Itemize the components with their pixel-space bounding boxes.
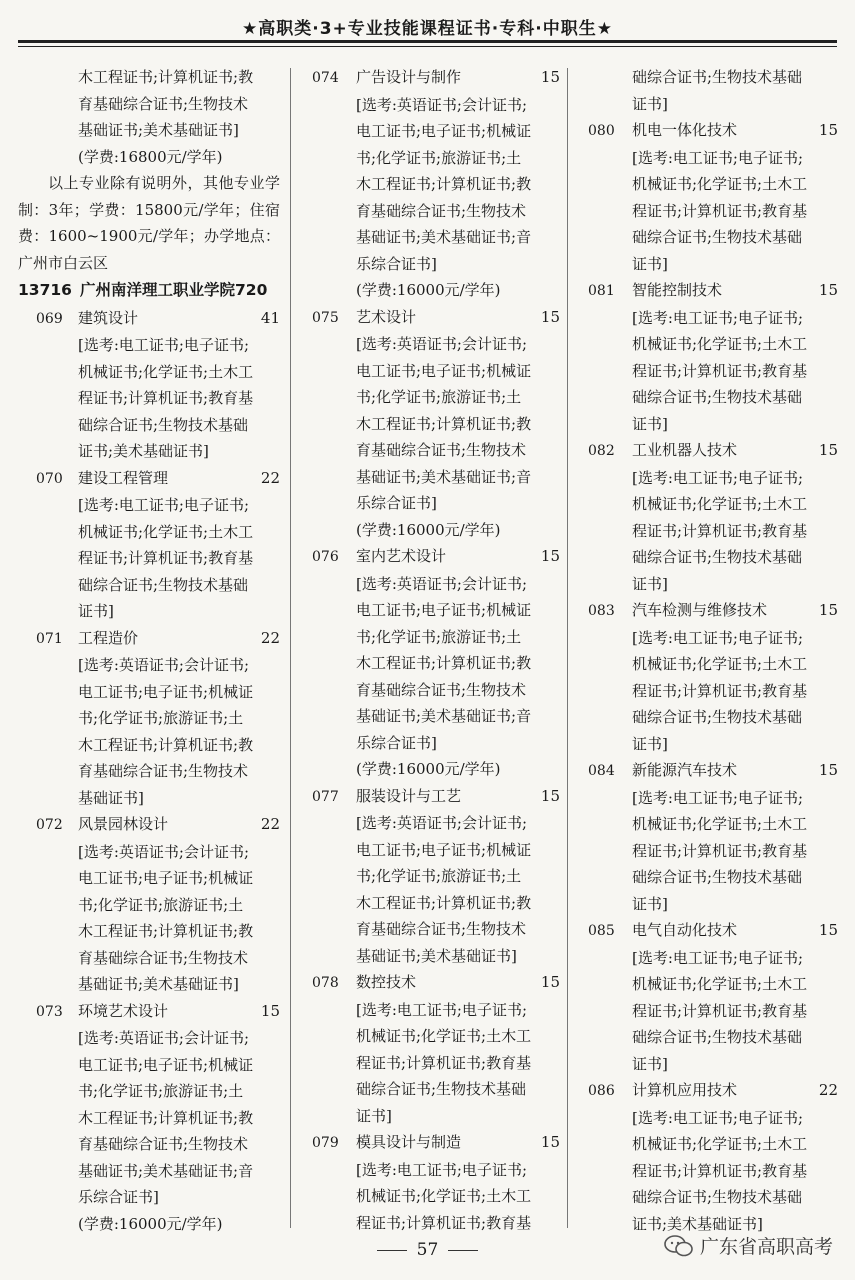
detail-line: 础综合证书;生物技术基础 xyxy=(356,1080,527,1098)
column-divider xyxy=(290,68,291,1228)
major-name: 建筑设计 xyxy=(78,308,139,327)
detail-line: 础综合证书;生物技术基础 xyxy=(632,868,803,886)
detail-line: 证书;美术基础证书] xyxy=(632,1214,763,1233)
detail-line: 基础证书;美术基础证书;音 xyxy=(356,707,532,725)
major-name: 风景园林设计 xyxy=(78,815,169,833)
enrollment-count: 15 xyxy=(540,973,560,991)
detail-line: 木工程证书;计算机证书;教 xyxy=(78,68,254,86)
detail-line: 电工证书;电子证书;机械证 xyxy=(356,601,532,619)
detail-line: 证书] xyxy=(356,1106,392,1125)
major-code: 084 xyxy=(588,763,615,779)
detail-line: 础综合证书;生物技术基础 xyxy=(78,415,249,434)
detail-line: 程证书;计算机证书;教育基 xyxy=(632,1001,808,1020)
detail-line: 础综合证书;生物技术基础 xyxy=(632,1188,803,1206)
major-code: 079 xyxy=(312,1135,339,1151)
header-rule-thin xyxy=(18,46,837,47)
detail-line: 基础证书;美术基础证书;音 xyxy=(356,467,532,486)
detail-line: 程证书;计算机证书;教育基 xyxy=(356,1053,532,1072)
detail-line: 机械证书;化学证书;土木工 xyxy=(78,362,254,381)
detail-line: 程证书;计算机证书;教育基 xyxy=(632,1161,808,1180)
detail-line: 电工证书;电子证书;机械证 xyxy=(78,1055,254,1074)
enrollment-count: 15 xyxy=(260,1001,280,1020)
detail-line: 机械证书;化学证书;土木工 xyxy=(632,655,808,673)
enrollment-count: 15 xyxy=(818,281,838,299)
detail-line: 基础证书;美术基础证书;音 xyxy=(356,228,532,246)
major-entry xyxy=(18,811,280,839)
detail-line: 木工程证书;计算机证书;教 xyxy=(356,893,532,912)
enrollment-count: 22 xyxy=(260,815,280,833)
detail-line: [选考:英语证书;会计证书; xyxy=(356,574,528,593)
school-heading xyxy=(18,277,280,304)
enrollment-count: 15 xyxy=(818,761,838,779)
major-entry xyxy=(576,597,838,625)
major-entry xyxy=(18,625,280,653)
detail-line: 础综合证书;生物技术基础 xyxy=(632,1028,803,1046)
major-name: 新能源汽车技术 xyxy=(632,761,738,779)
detail-line: 基础证书] xyxy=(78,788,144,807)
footer-dash xyxy=(448,1250,478,1251)
detail-line: (学费:16000元/学年) xyxy=(78,1214,223,1233)
major-code: 082 xyxy=(588,443,615,459)
detail-line: 基础证书;美术基础证书] xyxy=(78,121,239,139)
detail-line: [选考:电工证书;电子证书; xyxy=(632,1108,804,1127)
enrollment-count: 15 xyxy=(540,307,560,326)
watermark xyxy=(664,1232,833,1259)
major-entry xyxy=(300,969,560,997)
major-code: 078 xyxy=(312,975,339,991)
major-entry xyxy=(18,998,280,1026)
major-list xyxy=(18,305,280,1238)
detail-line: (学费:16000元/学年) xyxy=(356,760,501,778)
major-code: 080 xyxy=(588,123,615,139)
major-code: 070 xyxy=(36,470,63,487)
detail-line: [选考:电工证书;电子证书; xyxy=(632,628,804,647)
detail-line: [选考:英语证书;会计证书; xyxy=(78,1029,250,1047)
detail-line: 育基础综合证书;生物技术 xyxy=(78,1135,249,1153)
major-entry xyxy=(300,304,560,332)
continuation-text xyxy=(18,64,280,170)
detail-line: 书;化学证书;旅游证书;土 xyxy=(356,627,522,646)
detail-line: 育基础综合证书;生物技术 xyxy=(356,680,527,699)
detail-line: [选考:电工证书;电子证书; xyxy=(632,468,804,487)
column-3 xyxy=(576,64,838,1237)
major-entry xyxy=(576,117,838,145)
major-entry xyxy=(18,305,280,333)
enrollment-count: 15 xyxy=(818,921,838,939)
page-number: 57 xyxy=(416,1240,439,1260)
major-code: 077 xyxy=(312,788,339,805)
detail-line: 乐综合证书] xyxy=(356,494,437,512)
major-code: 081 xyxy=(588,283,615,299)
detail-line: 机械证书;化学证书;土木工 xyxy=(632,815,808,833)
detail-line: 础综合证书;生物技术基础 xyxy=(632,388,803,406)
detail-line: 乐综合证书] xyxy=(78,1188,159,1206)
detail-line: 基础证书;美术基础证书] xyxy=(356,946,517,965)
detail-line: 育基础综合证书;生物技术 xyxy=(356,201,527,220)
detail-line: 书;化学证书;旅游证书;土 xyxy=(356,148,522,167)
major-name: 计算机应用技术 xyxy=(632,1081,738,1099)
major-code: 083 xyxy=(588,603,615,619)
major-code: 085 xyxy=(588,923,615,939)
detail-line: 书;化学证书;旅游证书;土 xyxy=(78,1082,244,1100)
detail-line: 机械证书;化学证书;土木工 xyxy=(632,1135,808,1153)
detail-line: 电工证书;电子证书;机械证 xyxy=(356,361,532,380)
detail-line: [选考:电工证书;电子证书; xyxy=(356,1160,528,1179)
detail-line: 证书] xyxy=(632,414,668,433)
detail-line: 机械证书;化学证书;土木工 xyxy=(78,522,254,541)
detail-line: 木工程证书;计算机证书;教 xyxy=(356,414,532,433)
detail-line: 木工程证书;计算机证书;教 xyxy=(78,735,254,754)
school-name: 广州南洋理工职业学院720 xyxy=(80,281,268,299)
enrollment-count: 15 xyxy=(818,441,838,459)
header-rule-thick xyxy=(18,40,837,43)
detail-line: 础综合证书;生物技术基础 xyxy=(78,575,249,594)
enrollment-count: 15 xyxy=(540,786,560,805)
major-code: 071 xyxy=(36,630,63,647)
enrollment-count: 15 xyxy=(818,121,838,139)
detail-line: 书;化学证书;旅游证书;土 xyxy=(78,895,244,914)
column-2 xyxy=(300,64,560,1236)
major-entry xyxy=(18,465,280,493)
detail-line: 证书] xyxy=(632,94,668,113)
major-entry xyxy=(576,437,838,465)
detail-line: [选考:电工证书;电子证书; xyxy=(632,148,804,167)
major-name: 数控技术 xyxy=(356,973,417,991)
major-name: 电气自动化技术 xyxy=(632,921,738,939)
footer-dash xyxy=(377,1250,407,1251)
header-title: ★高职类·3+专业技能课程证书·专科·中职生★ xyxy=(242,19,613,39)
enrollment-count: 15 xyxy=(540,1133,560,1151)
enrollment-count: 41 xyxy=(260,308,280,327)
major-entry xyxy=(300,1129,560,1157)
major-name: 工程造价 xyxy=(78,628,139,647)
major-code: 086 xyxy=(588,1083,615,1099)
detail-line: 育基础综合证书;生物技术 xyxy=(78,94,249,113)
detail-line: 证书] xyxy=(632,1054,668,1073)
wechat-icon xyxy=(664,1235,694,1257)
enrollment-count: 15 xyxy=(818,601,838,619)
major-entry xyxy=(300,543,560,571)
major-entry xyxy=(576,277,838,305)
enrollment-count: 15 xyxy=(540,68,560,86)
detail-line: [选考:英语证书;会计证书; xyxy=(356,814,528,832)
major-code: 072 xyxy=(36,817,63,833)
detail-line: 育基础综合证书;生物技术 xyxy=(78,762,249,780)
detail-line: 础综合证书;生物技术基础 xyxy=(632,548,803,566)
detail-line: 基础证书;美术基础证书;音 xyxy=(78,1161,254,1180)
detail-line: 础综合证书;生物技术基础 xyxy=(632,228,803,246)
major-name: 工业机器人技术 xyxy=(632,441,738,459)
detail-line: 程证书;计算机证书;教育基 xyxy=(356,1213,532,1232)
detail-line: 电工证书;电子证书;机械证 xyxy=(356,840,532,859)
detail-line: 证书] xyxy=(632,254,668,273)
major-name: 室内艺术设计 xyxy=(356,547,447,565)
detail-line: [选考:电工证书;电子证书; xyxy=(632,948,804,967)
detail-line: 木工程证书;计算机证书;教 xyxy=(78,1108,254,1127)
enrollment-count: 15 xyxy=(540,547,560,565)
detail-line: 木工程证书;计算机证书;教 xyxy=(356,175,532,193)
detail-line: [选考:电工证书;电子证书; xyxy=(78,496,250,514)
detail-line: [选考:电工证书;电子证书; xyxy=(78,336,250,354)
major-name: 汽车检测与维修技术 xyxy=(632,601,768,619)
major-code: 073 xyxy=(36,1003,63,1020)
detail-line: 证书] xyxy=(632,894,668,913)
detail-line: 机械证书;化学证书;土木工 xyxy=(632,335,808,353)
detail-line: [选考:英语证书;会计证书; xyxy=(78,656,250,674)
enrollment-count: 22 xyxy=(260,468,280,487)
detail-line: 电工证书;电子证书;机械证 xyxy=(78,869,254,887)
detail-line: [选考:英语证书;会计证书; xyxy=(356,95,528,114)
major-entry xyxy=(300,64,560,92)
major-code: 076 xyxy=(312,549,339,565)
detail-line: [选考:英语证书;会计证书; xyxy=(356,335,528,353)
detail-line: 育基础综合证书;生物技术 xyxy=(78,948,249,967)
major-entry xyxy=(300,783,560,811)
enrollment-count: 22 xyxy=(260,628,280,647)
detail-line: 育基础综合证书;生物技术 xyxy=(356,920,527,938)
detail-line: 程证书;计算机证书;教育基 xyxy=(632,361,808,380)
detail-line: 电工证书;电子证书;机械证 xyxy=(78,682,254,701)
major-entry xyxy=(576,917,838,945)
watermark-text: 广东省高职高考 xyxy=(699,1236,833,1258)
major-name: 智能控制技术 xyxy=(632,281,723,299)
major-name: 机电一体化技术 xyxy=(632,121,738,139)
major-code: 075 xyxy=(312,309,339,326)
major-entry xyxy=(576,1077,838,1105)
detail-line: 机械证书;化学证书;土木工 xyxy=(632,975,808,993)
detail-line: 程证书;计算机证书;教育基 xyxy=(632,521,808,540)
detail-line: 电工证书;电子证书;机械证 xyxy=(356,122,532,140)
detail-line: 书;化学证书;旅游证书;土 xyxy=(78,709,244,727)
major-name: 环境艺术设计 xyxy=(78,1001,169,1020)
major-name: 服装设计与工艺 xyxy=(356,786,462,805)
detail-line: 础综合证书;生物技术基础 xyxy=(632,708,803,726)
major-code: 074 xyxy=(312,70,339,86)
detail-line: 机械证书;化学证书;土木工 xyxy=(356,1027,532,1045)
detail-line: 乐综合证书] xyxy=(356,733,437,752)
major-name: 建设工程管理 xyxy=(78,468,169,487)
school-code: 13716 xyxy=(18,281,72,299)
detail-line: 木工程证书;计算机证书;教 xyxy=(78,922,254,940)
continuation-text xyxy=(576,64,838,117)
major-entry xyxy=(576,757,838,785)
detail-line: (学费:16800元/学年) xyxy=(78,147,223,166)
detail-line: 证书] xyxy=(78,602,114,620)
detail-line: 基础证书;美术基础证书] xyxy=(78,975,239,993)
detail-line: 础综合证书;生物技术基础 xyxy=(632,68,803,86)
school-note: 以上专业除有说明外，其他专业学制：3年；学费：15800元/学年；住宿费：1600~1900元/学年；办学地点：广州市白云区 xyxy=(18,174,280,272)
major-name: 广告设计与制作 xyxy=(356,68,462,86)
detail-line: [选考:电工证书;电子证书; xyxy=(632,308,804,327)
detail-line: [选考:英语证书;会计证书; xyxy=(78,842,250,861)
detail-line: 机械证书;化学证书;土木工 xyxy=(356,1187,532,1205)
detail-line: 书;化学证书;旅游证书;土 xyxy=(356,388,522,406)
major-code: 069 xyxy=(36,310,63,327)
detail-line: 证书] xyxy=(632,734,668,753)
detail-line: 证书] xyxy=(632,574,668,593)
detail-line: 证书;美术基础证书] xyxy=(78,442,209,460)
major-list xyxy=(300,64,560,1236)
detail-line: 机械证书;化学证书;土木工 xyxy=(632,175,808,193)
detail-line: 书;化学证书;旅游证书;土 xyxy=(356,867,522,885)
detail-line: 程证书;计算机证书;教育基 xyxy=(78,389,254,407)
detail-line: 程证书;计算机证书;教育基 xyxy=(632,841,808,860)
column-divider xyxy=(567,68,568,1228)
detail-line: 木工程证书;计算机证书;教 xyxy=(356,654,532,672)
detail-line: 育基础综合证书;生物技术 xyxy=(356,441,527,459)
detail-line: [选考:电工证书;电子证书; xyxy=(632,788,804,807)
detail-line: (学费:16000元/学年) xyxy=(356,281,501,299)
column-1 xyxy=(18,64,280,1237)
detail-line: (学费:16000元/学年) xyxy=(356,520,501,539)
detail-line: [选考:电工证书;电子证书; xyxy=(356,1000,528,1019)
major-list xyxy=(576,117,838,1237)
enrollment-count: 22 xyxy=(818,1081,838,1099)
major-name: 模具设计与制造 xyxy=(356,1133,462,1151)
major-name: 艺术设计 xyxy=(356,307,417,326)
page-header xyxy=(0,0,855,52)
detail-line: 程证书;计算机证书;教育基 xyxy=(78,549,254,567)
detail-line: 乐综合证书] xyxy=(356,254,437,273)
detail-line: 程证书;计算机证书;教育基 xyxy=(632,201,808,220)
detail-line: 程证书;计算机证书;教育基 xyxy=(632,681,808,700)
detail-line: 机械证书;化学证书;土木工 xyxy=(632,495,808,513)
